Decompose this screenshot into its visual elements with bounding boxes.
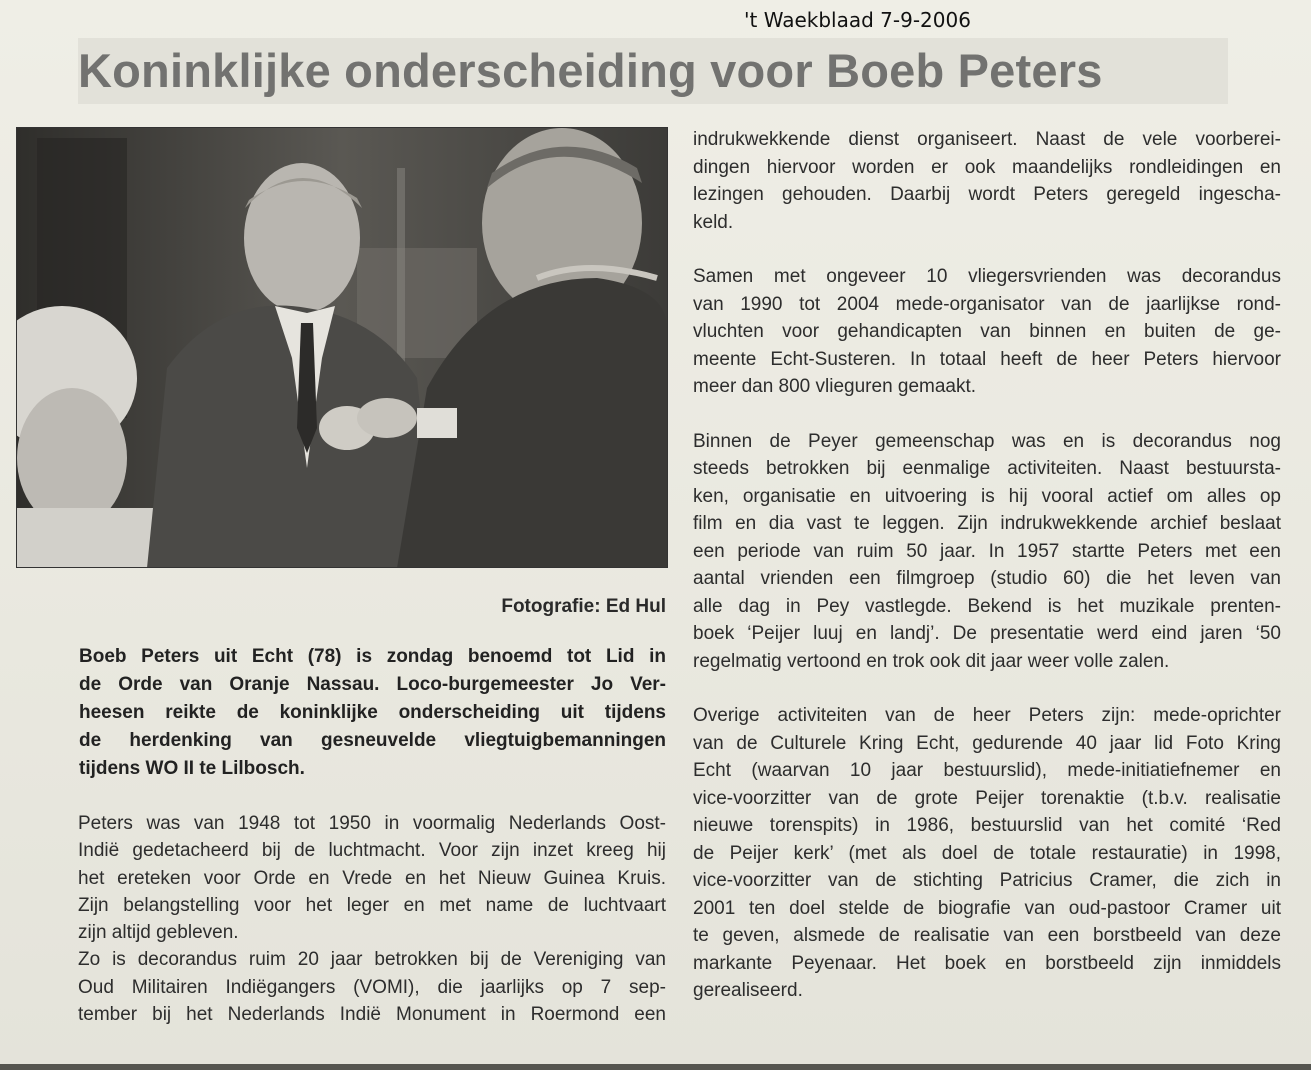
body-line: Samen met ongeveer 10 vliegersvrienden was decorandus [693,266,1281,287]
paragraph-peyer-gemeenschap [693,428,1281,676]
body-line: gerealiseerd. [693,980,803,1001]
body-line: het ereteken voor Orde en Vrede en het Nieuw Guinea Kruis. [78,867,666,889]
paragraph-continuation [693,126,1281,236]
body-line: aantal vrienden een filmgroep (studio 60) die het leven van [693,568,1281,589]
body-line: Zijn belangstelling voor het leger en met name de luchtvaart [78,894,666,916]
lead-line: de Orde van Oranje Nassau. Loco-burgemeester Jo Ver- [79,674,666,695]
body-line: van 1990 tot 2004 mede-organisator van de jaarlijkse rond- [693,293,1281,315]
body-line: Oud Militairen Indiëgangers (VOMI), die jaarlijks op 7 sep- [78,976,666,998]
body-line: van de Culturele Kring Echt, gedurende 40 jaar lid Foto Kring [693,732,1281,754]
body-line: Echt (waarvan 10 jaar bestuurslid), mede-initiatiefnemer en [693,760,1281,781]
right-column-body [693,126,1281,1005]
news-photo [16,127,668,568]
body-line: Overige activiteiten van de heer Peters zijn: mede-oprichter [693,705,1281,726]
body-line: de Peijer kerk’ (met als doel de totale restauratie) in 1998, [693,842,1281,864]
left-column-body [78,810,666,1028]
body-line: dingen hiervoor worden er ook maandelijks rondleidingen en [693,156,1281,178]
body-line: boek ‘Peijer luuj en landj’. De presentatie werd eind jaren ‘50 [693,623,1281,644]
body-line: keld. [693,211,734,233]
body-line: meente Echt-Susteren. In totaal heeft de heer Peters hiervoor [693,348,1281,370]
lead-line: Boeb Peters uit Echt (78) is zondag benoemd tot Lid in [79,646,666,667]
lead-line: de herdenking van gesneuvelde vliegtuigbemanningen [79,730,666,751]
body-line: vice-voorzitter van de stichting Patricius Cramer, die zich in [693,870,1281,891]
body-line: steeds betrokken bij eenmalige activiteiten. Naast bestuursta- [693,458,1281,479]
photo-credit: Fotografie: Ed Hul [501,596,666,617]
body-line: indrukwekkende dienst organiseert. Naast de vele voorberei- [693,129,1281,150]
lead-paragraph [79,643,666,783]
paragraph-overige-activiteiten [693,702,1281,1005]
body-line: 2001 ten doel stelde de biografie van oud-pastoor Cramer uit [693,897,1281,919]
body-line: film en dia vast te leggen. Zijn indrukwekkende archief beslaat [693,513,1281,534]
body-line: Peters was van 1948 tot 1950 in voormalig Nederlands Oost- [78,813,666,834]
body-line: markante Peyenaar. Het boek en borstbeeld zijn inmiddels [693,952,1281,974]
body-line: meer dan 800 vlieguren gemaakt. [693,376,977,397]
body-line: Zo is decorandus ruim 20 jaar betrokken bij de Vereniging van [78,949,666,971]
body-line: Indië gedetacheerd bij de luchtmacht. Voor zijn inzet kreeg hij [78,840,666,862]
body-line: regelmatig vertoond en trok ook dit jaar weer volle zalen. [693,650,1170,672]
award-ceremony-photo [17,128,667,567]
body-line: lezingen gehouden. Daarbij wordt Peters geregeld ingescha- [693,184,1281,205]
body-line: te geven, alsmede de realisatie van een borstbeeld van deze [693,925,1281,946]
body-line: vice-voorzitter van de grote Peijer torenaktie (t.b.v. realisatie [693,787,1281,809]
body-line: Binnen de Peyer gemeenschap was en is decorandus nog [693,430,1281,452]
body-line: ken, organisatie en uitvoering is hij vooral actief om alles op [693,485,1281,507]
lead-line: heesen reikte de koninklijke onderscheiding uit tijdens [79,702,666,723]
page-edge [0,1064,1311,1070]
body-line: nieuwe torenspits) in 1986, bestuurslid van het comité ‘Red [693,815,1281,836]
body-line: vluchten voor gehandicapten van binnen en buiten de ge- [693,321,1281,342]
body-line: een periode van ruim 50 jaar. In 1957 startte Peters met een [693,540,1281,562]
body-line: alle dag in Pey vastlegde. Bekend is het muzikale prenten- [693,595,1281,617]
source-label: 't Waekblaad 7-9-2006 [744,8,971,32]
body-line: tember bij het Nederlands Indië Monument in Roermond een [78,1004,666,1026]
body-line: zijn altijd gebleven. [78,922,239,944]
paragraph-rondvluchten [693,263,1281,401]
lead-line: tijdens WO II te Lilbosch. [79,758,305,779]
headline: Koninklijke onderscheiding voor Boeb Peters [78,38,1228,104]
